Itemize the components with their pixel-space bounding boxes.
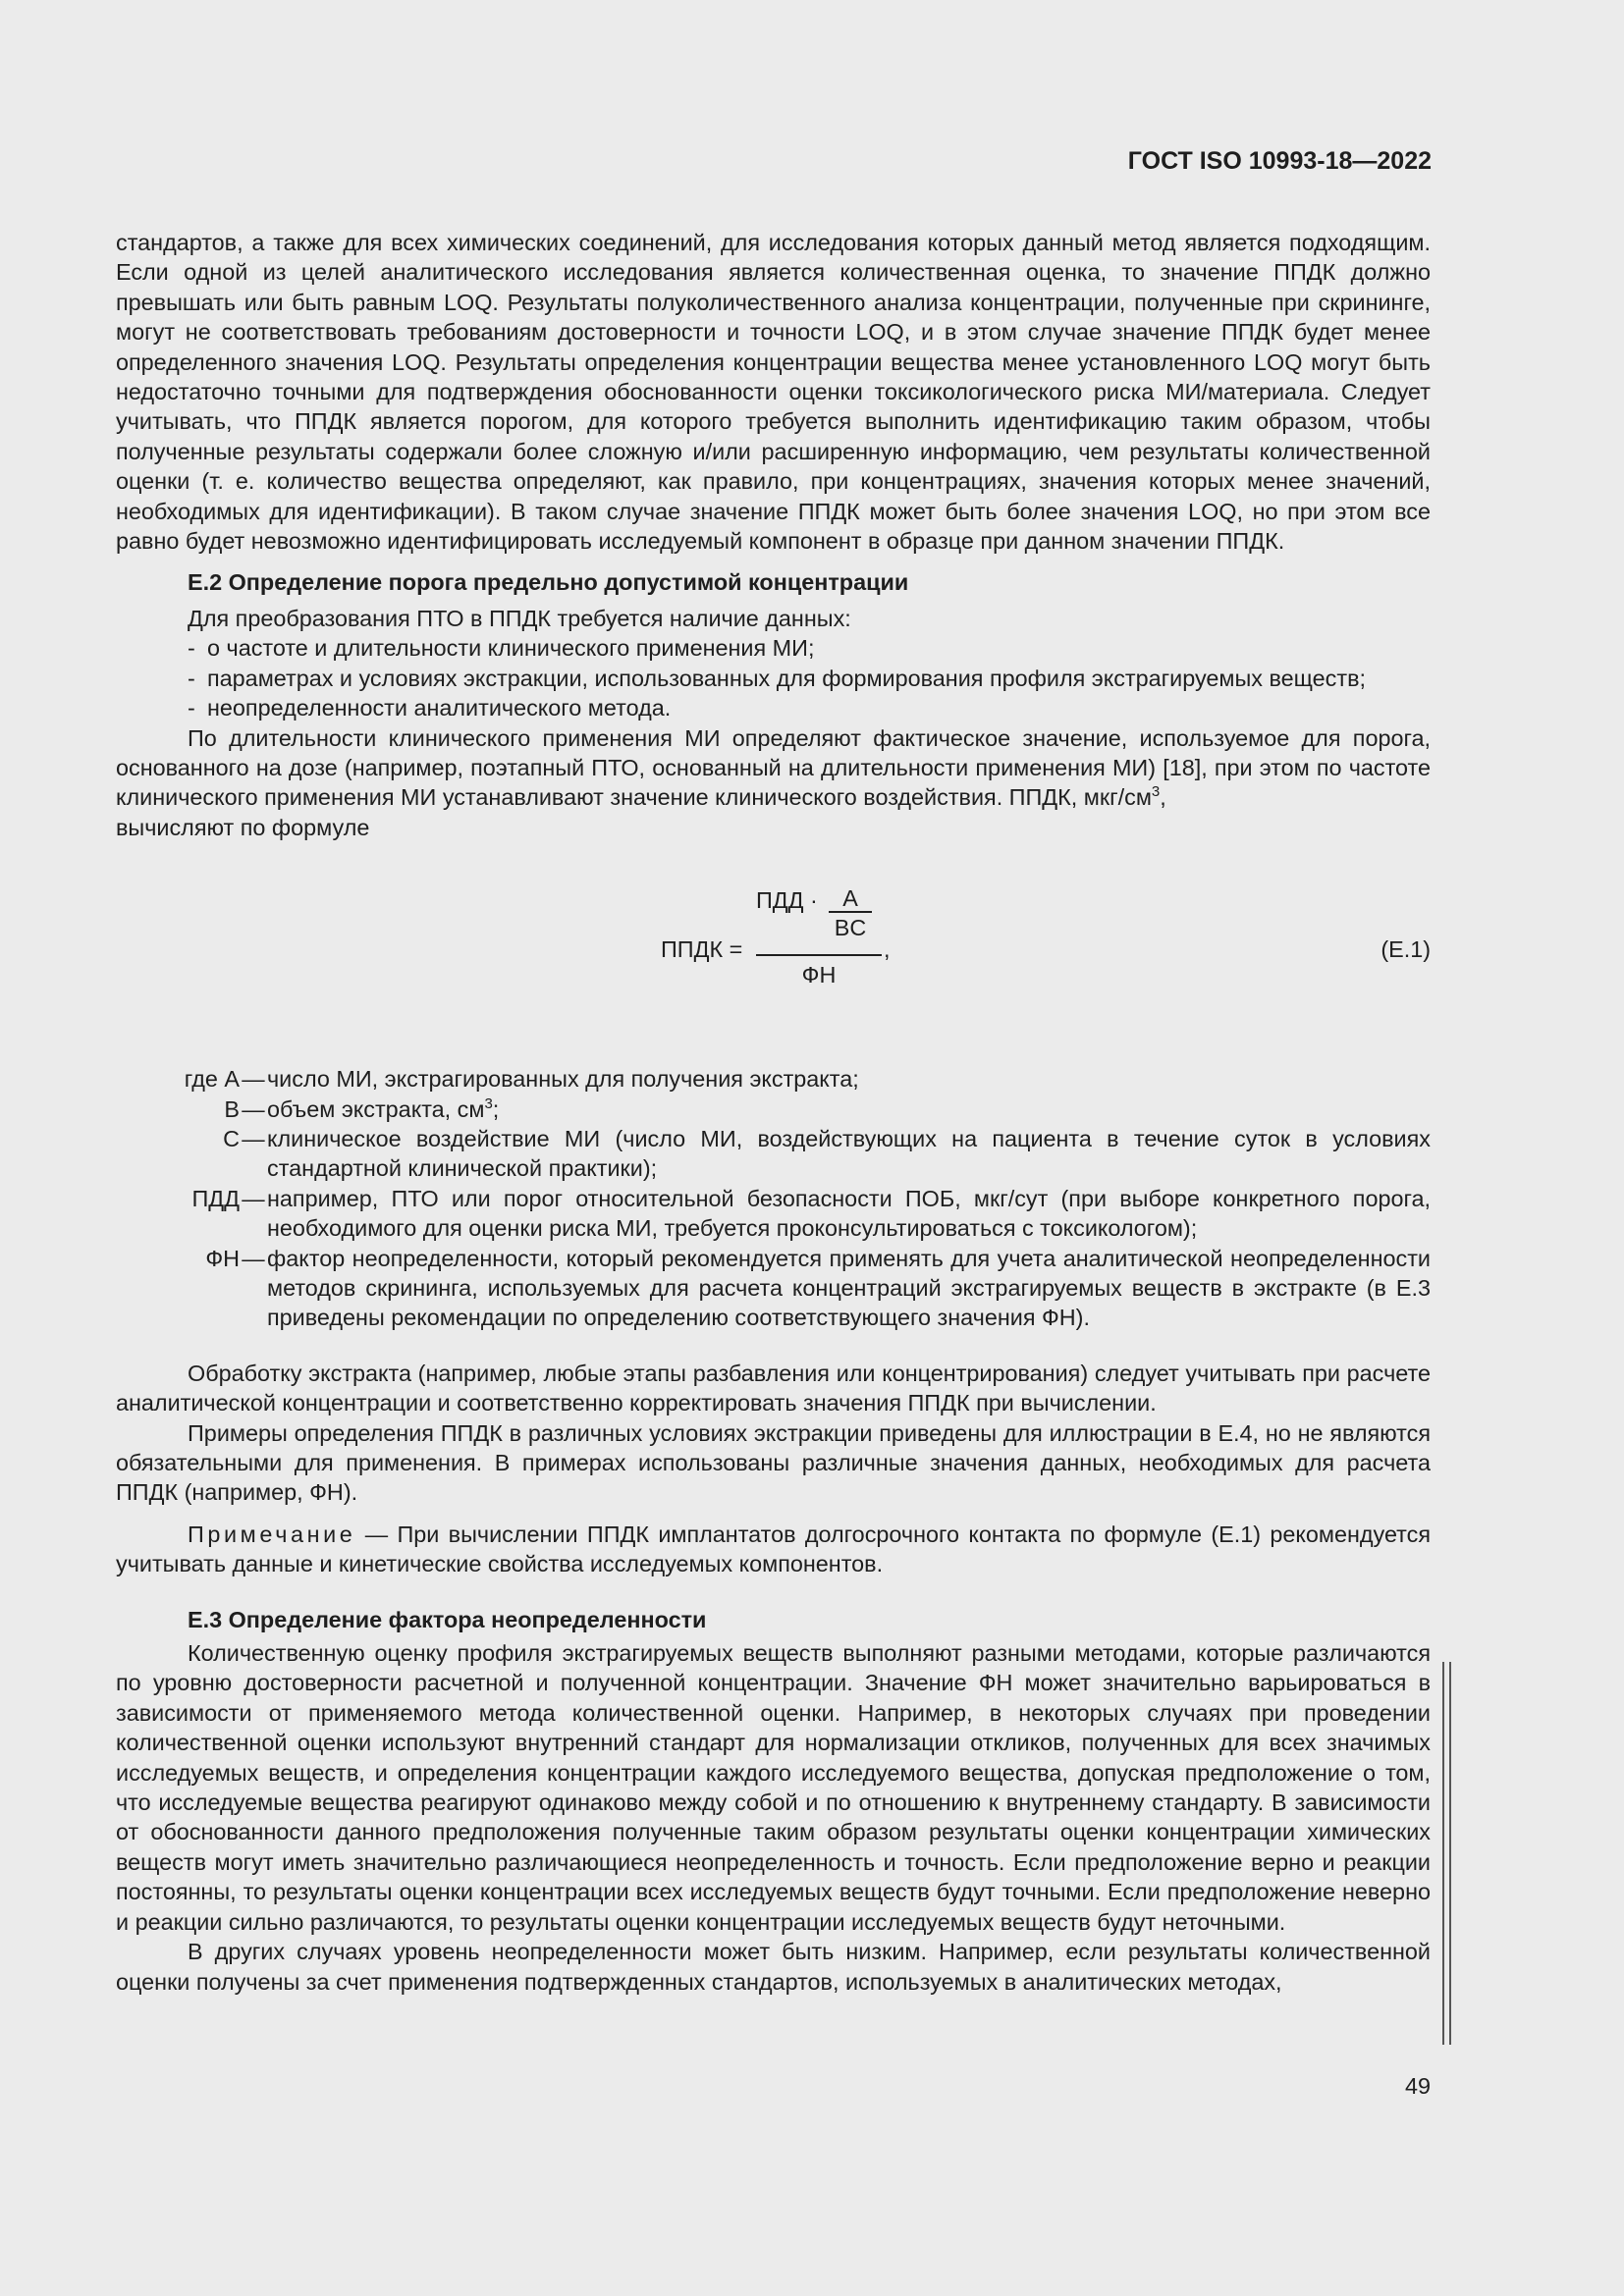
formula-comma: , xyxy=(884,936,891,963)
formula-pdd: ПДД · xyxy=(756,887,818,914)
formula-e1 xyxy=(116,878,1431,1044)
formula-inner-fraction xyxy=(829,885,872,942)
processing-paragraph: Обработку экстракта (например, любые этапы разбавления или концентрирования) следует учитывать при расчете аналитической концентрации и соответственно корректировать значения ППДК при вычислении. xyxy=(116,1360,1431,1416)
formula-lhs: ППДК = xyxy=(661,936,743,963)
section-e2-heading: Е.2 Определение порога предельно допустимой концентрации xyxy=(188,569,909,596)
formula-denominator: ФН xyxy=(801,962,837,988)
legend-row: C — клиническое воздействие МИ (число МИ, воздействующих на пациента в течение суток в условиях стандартной клинической практики); xyxy=(223,1125,1431,1182)
note-label: Примечание xyxy=(188,1521,356,1547)
legend-row: ФН — фактор неопределенности, который рекомендуется применять для учета аналитической неопределенности методов скрининга, используемых для расчета концентраций экстрагируемых веществ в экстракте (в Е.3 приведены рекомендации по определению соответствующего значения ФН). xyxy=(205,1245,1431,1331)
formula-legend xyxy=(116,1064,1431,1333)
e3-paragraph-2: В других случаях уровень неопределенности может быть низким. Например, если результаты количественной оценки получены за счет применения подтвержденных стандартов, используемых в аналитических методах, xyxy=(116,1939,1431,1995)
list-item: - о частоте и длительности клинического применения МИ; xyxy=(188,635,815,662)
page-body xyxy=(116,228,1431,1997)
e2-lead: Для преобразования ПТО в ППДК требуется наличие данных: xyxy=(188,605,851,631)
list-item: - неопределенности аналитического метода. xyxy=(188,695,672,721)
document-header: ГОСТ ISO 10993-18—2022 xyxy=(1127,147,1432,175)
list-item: - параметрах и условиях экстракции, использованных для формирования профиля экстрагируемых веществ; xyxy=(188,665,1366,691)
section-e3-heading: Е.3 Определение фактора неопределенности xyxy=(188,1606,707,1632)
legend-row: ПДД — например, ПТО или порог относительной безопасности ПОБ, мкг/сут (при выборе конкретного порога, необходимого для оценки риска МИ, требуется проконсультироваться с токсикологом); xyxy=(191,1185,1431,1242)
e2-paragraph: По длительности клинического применения МИ определяют фактическое значение, используемое для порога, основанного на дозе (например, поэтапный ПТО, основанный на длительности применения МИ) [18], при этом по частоте клинического применения МИ устанавливают значение клинического воздействия. ППДК, мкг/$см^3$, вычисляют по формуле xyxy=(116,724,1431,840)
formula-bc: BC xyxy=(834,915,867,941)
note-paragraph: Примечание — При вычислении ППДК имплантатов долгосрочного контакта по формуле (Е.1) рекомендуется учитывать данные и кинетические свойства исследуемых компонентов. xyxy=(116,1521,1431,1577)
e3-paragraph-1: Количественную оценку профиля экстрагируемых веществ выполняют разными методами, которые различаются по уровню достоверности расчетной и полученной концентрации. Значение ФН может значительно варьироваться в зависимости от применяемого метода количественной оценки. Например, в некоторых случаях при проведении количественной оценки используют внутренний стандарт для нормализации откликов, полученных для всех значимых исследуемых веществ, и определения концентрации каждого исследуемого вещества, допуская предположение о том, что исследуемые вещества реагируют одинаково между собой и по отношению к внутреннему стандарту. В зависимости от обоснованности данного предположения полученные таким образом результаты оценки концентрации химических веществ могут иметь значительно различающиеся неопределенность и точность. Если предположение верно и реакции постоянны, то результаты оценки концентрации всех исследуемых веществ будут точными. Если предположение неверно и реакции сильно различаются, то результаты оценки концентрации исследуемых веществ будут неточными. xyxy=(116,1640,1431,1935)
revision-change-bar xyxy=(1442,1662,1451,2045)
formula-number: (Е.1) xyxy=(1380,936,1431,963)
formula-fraction-bar xyxy=(756,954,882,956)
legend-row: B — объем экстракта, $см^3$; xyxy=(224,1095,500,1122)
page-number: 49 xyxy=(1404,2073,1431,2099)
intro-paragraph: стандартов, а также для всех химических соединений, для исследования которых данный метод является подходящим. Если одной из целей аналитического исследования является количественная оценка, то значение ППДК должно превышать или быть равным LOQ. Результаты полуколичественного анализа концентрации, полученные при скрининге, могут не соответствовать требованиям достоверности и точности LOQ, и в этом случае значение ППДК будет менее определенного значения LOQ. Результаты определения концентрации вещества менее установленного LOQ могут быть недостаточно точными для подтверждения обоснованности оценки токсикологического риска МИ/материала. Следует учитывать, что ППДК является порогом, для которого требуется выполнить идентификацию таким образом, чтобы полученные результаты содержали более сложную и/или расширенную информацию, чем результаты количественной оценки (т. е. количество вещества определяют, как правило, при концентрациях, значения которых менее значений, необходимых для идентификации). В таком случае значение ППДК может быть более значения LOQ, но при этом все равно будет невозможно идентифицировать исследуемый компонент в образце при данном значении ППДК. xyxy=(116,230,1431,555)
legend-row: где A — число МИ, экстрагированных для получения экстракта; xyxy=(184,1066,859,1093)
formula-a: A xyxy=(829,885,872,913)
examples-paragraph: Примеры определения ППДК в различных условиях экстракции приведены для иллюстрации в Е.4, но не являются обязательными для применения. В примерах использованы различные значения данных, необходимых для расчета ППДК (например, ФН). xyxy=(116,1419,1431,1506)
